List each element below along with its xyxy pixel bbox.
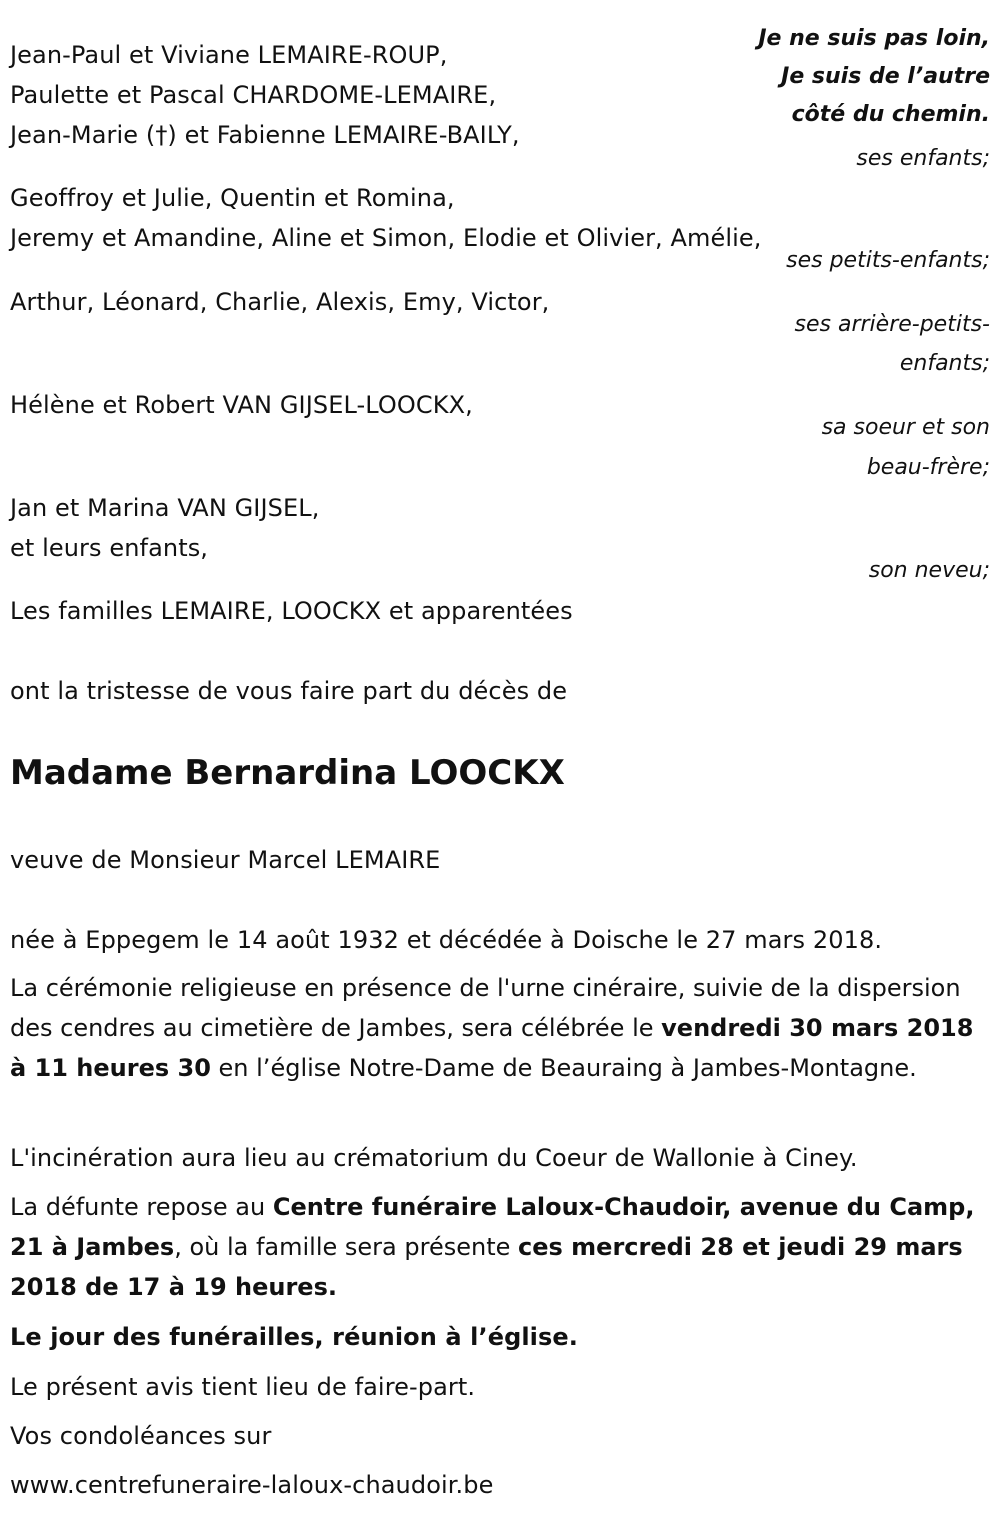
nephew-1: Jan et Marina VAN GIJSEL, [10,494,320,522]
meeting: Le jour des funérailles, réunion à l’église. [10,1323,578,1351]
repose-place: Centre funéraire Laloux-Chaudoir, avenue du Camp, 21 à Jambes [10,1193,975,1261]
ceremony-text-2: en l’église Notre-Dame de Beauraing à Jambes-Montagne. [210,1054,917,1082]
notice: Le présent avis tient lieu de faire-part. [10,1373,476,1401]
sister-role-1: sa soeur et son [821,415,990,440]
condolences: Vos condoléances sur [10,1422,272,1450]
great-grandchildren-role-2: enfants; [899,351,990,376]
repose-text-2: , où la famille sera présente [174,1233,519,1261]
quote-line-1: Je ne suis pas loin, [758,26,990,51]
children-role: ses enfants; [856,146,990,171]
ceremony-text-1: La cérémonie religieuse en présence de l'urne cinéraire, suivie de la dispersion des cendres au cimetière de Jambes, sera célébrée le [10,974,961,1042]
repose-text-1: La défunte repose au [10,1193,273,1221]
nephew-role: son neveu; [868,558,990,583]
families-line: Les familles LEMAIRE, LOOCKX et apparentées [10,597,573,625]
child-1: Jean-Paul et Viviane LEMAIRE-ROUP, [10,41,448,69]
quote-line-2: Je suis de l’autre [781,64,990,89]
repose-dates: ces mercredi 28 et jeudi 29 mars 2018 de 17 à 19 heures. [10,1233,963,1301]
quote-line-3: côté du chemin. [791,102,990,127]
grandchildren-role: ses petits-enfants; [786,248,990,273]
birth-death: née à Eppegem le 14 août 1932 et décédée à Doische le 27 mars 2018. [10,926,883,954]
child-2: Paulette et Pascal CHARDOME-LEMAIRE, [10,81,497,109]
widow-of: veuve de Monsieur Marcel LEMAIRE [10,846,441,874]
website-link[interactable]: www.centrefuneraire-laloux-chaudoir.be [10,1471,494,1499]
great-grandchildren: Arthur, Léonard, Charlie, Alexis, Emy, Victor, [10,288,550,316]
deceased-name: Madame Bernardina LOOCKX [10,753,565,793]
child-3: Jean-Marie (†) et Fabienne LEMAIRE-BAILY, [10,121,520,149]
repose-paragraph [10,1187,990,1307]
grandchildren-1: Geoffroy et Julie, Quentin et Romina, [10,184,455,212]
ceremony-date: vendredi 30 mars 2018 à 11 heures 30 [10,1014,974,1082]
cremation: L'incinération aura lieu au crématorium du Coeur de Wallonie à Ciney. [10,1144,858,1172]
ceremony-paragraph [10,968,990,1088]
nephew-2: et leurs enfants, [10,534,209,562]
grandchildren-2: Jeremy et Amandine, Aline et Simon, Elodie et Olivier, Amélie, [10,224,762,252]
great-grandchildren-role-1: ses arrière-petits- [794,312,990,337]
sister-role-2: beau-frère; [866,455,990,480]
announcement: ont la tristesse de vous faire part du décès de [10,677,568,705]
sister: Hélène et Robert VAN GIJSEL-LOOCKX, [10,391,473,419]
